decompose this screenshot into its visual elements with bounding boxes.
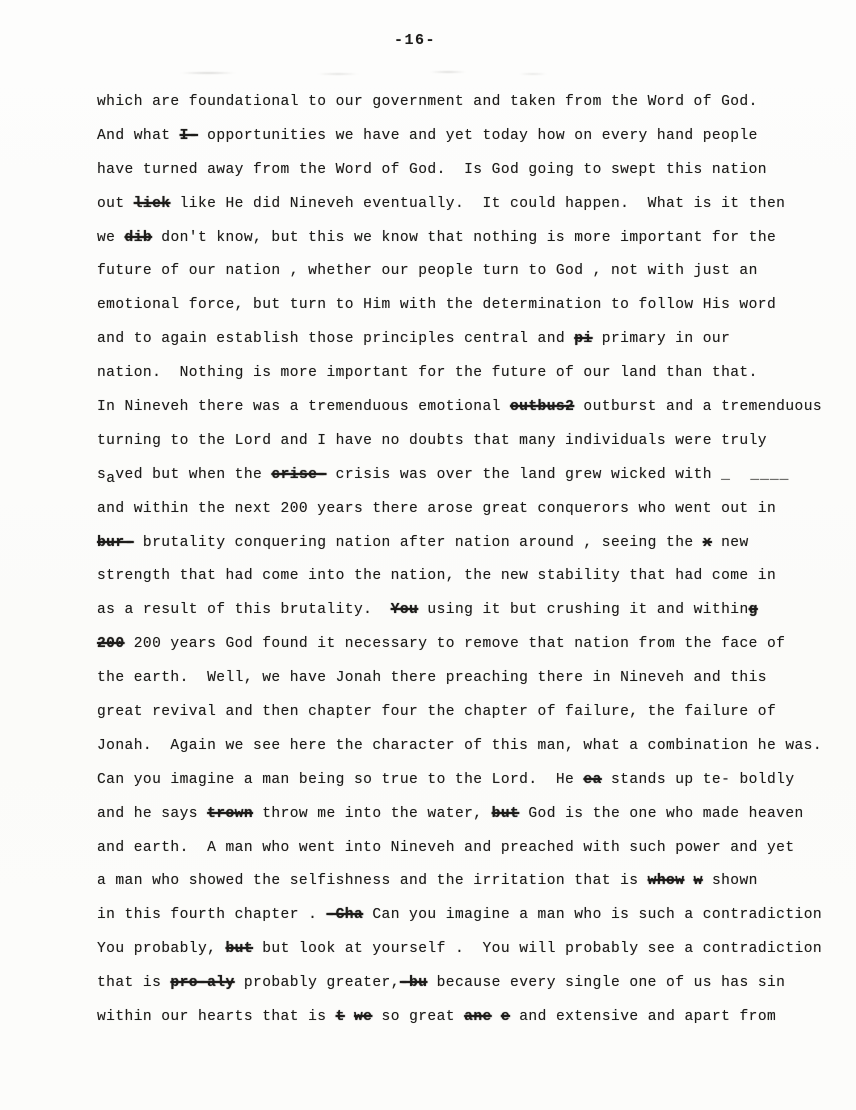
struck-text: outbus2 bbox=[510, 399, 575, 416]
text-segment: using it but crushing it and within bbox=[418, 602, 749, 619]
text-segment: 200 years God found it necessary to remove that nation from the face of bbox=[124, 636, 786, 653]
struck-text: t bbox=[335, 1009, 345, 1026]
typewritten-body bbox=[97, 86, 823, 1035]
text-segment: have turned away from the Word of God. Is God going to swept this nation bbox=[97, 161, 767, 178]
struck-text: g bbox=[748, 602, 758, 619]
text-line bbox=[97, 527, 817, 561]
text-segment: God is the one who made heaven bbox=[519, 805, 804, 822]
scan-smudge bbox=[118, 68, 548, 78]
text-segment: And what bbox=[97, 127, 180, 144]
struck-text: bur- bbox=[97, 534, 134, 551]
text-segment: and earth. A man who went into Nineveh and preached with such power and yet bbox=[97, 839, 795, 856]
subscript-text: a bbox=[106, 470, 116, 487]
text-segment: future of our nation , whether our people turn to God , not with just an bbox=[97, 263, 758, 280]
text-segment: a man who showed the selfishness and the irritation that is bbox=[97, 873, 648, 890]
text-segment: because every single one of us has sin bbox=[427, 975, 786, 992]
text-segment: that is bbox=[97, 975, 171, 992]
text-line bbox=[97, 865, 817, 899]
text-segment: and he says bbox=[97, 805, 208, 822]
struck-text: but bbox=[491, 805, 520, 822]
text-segment: like He did Nineveh eventually. It could happen. What is it then bbox=[170, 195, 786, 212]
struck-text: -Cha bbox=[326, 907, 364, 924]
text-segment: primary in our bbox=[592, 331, 731, 348]
text-segment: in this fourth chapter . bbox=[97, 907, 327, 924]
text-segment bbox=[492, 1009, 501, 1025]
text-line bbox=[97, 255, 817, 289]
text-segment: and to again establish those principles central and bbox=[97, 331, 575, 348]
struck-text: we bbox=[354, 1009, 373, 1026]
text-line bbox=[97, 357, 817, 391]
text-line bbox=[97, 967, 817, 1001]
text-segment: probably greater, bbox=[234, 975, 400, 992]
page-number: -16- bbox=[393, 32, 436, 49]
text-segment: great revival and then chapter four the chapter of failure, the failure of bbox=[97, 704, 777, 721]
text-segment: out bbox=[97, 195, 134, 212]
struck-text: e bbox=[500, 1009, 511, 1026]
struck-text: 200 bbox=[97, 636, 125, 653]
struck-text: pro-aly bbox=[170, 975, 235, 992]
text-segment bbox=[684, 873, 693, 889]
text-line bbox=[97, 425, 817, 459]
text-segment: don't know, but this we know that nothing is more important for the bbox=[152, 229, 777, 246]
text-segment: and extensive and apart from bbox=[510, 1009, 777, 1026]
text-segment: but look at yourself . You will probably see a contradiction bbox=[253, 941, 823, 958]
struck-text: ea bbox=[583, 771, 602, 788]
struck-text: ane bbox=[464, 1009, 492, 1026]
struck-text: dib bbox=[124, 229, 153, 246]
text-segment: which are foundational to our government and taken from the Word of God. bbox=[97, 94, 758, 110]
text-segment: within our hearts that is bbox=[97, 1009, 336, 1026]
text-line bbox=[97, 222, 817, 256]
struck-text: x bbox=[702, 534, 712, 551]
struck-text: trown bbox=[207, 805, 254, 822]
text-line bbox=[97, 933, 823, 967]
text-line bbox=[97, 120, 817, 154]
text-line bbox=[97, 86, 817, 120]
text-segment: You probably, bbox=[97, 941, 226, 958]
text-line bbox=[97, 730, 823, 764]
text-segment: crisis was over the land grew wicked with bbox=[326, 466, 722, 483]
text-segment: Can you imagine a man being so true to the Lord. He bbox=[97, 771, 584, 788]
text-line bbox=[97, 391, 823, 425]
text-line bbox=[97, 662, 817, 696]
text-segment: as a result of this brutality. bbox=[97, 602, 391, 619]
text-segment: new bbox=[711, 534, 749, 551]
text-segment: throw me into the water, bbox=[253, 805, 492, 822]
text-line bbox=[97, 323, 817, 357]
struck-text: pi bbox=[574, 331, 593, 348]
text-segment: stands up te- boldly bbox=[601, 771, 795, 788]
text-segment: outburst and a tremenduous bbox=[574, 399, 823, 416]
text-segment: opportunities we have and yet today how on every hand people bbox=[197, 127, 758, 144]
text-segment: and within the next 200 years there arose great conquerors who went out in bbox=[97, 500, 777, 517]
text-segment: turning to the Lord and I have no doubts that many individuals were truly bbox=[97, 432, 767, 449]
struck-text: whow bbox=[647, 873, 685, 890]
text-line bbox=[97, 628, 817, 662]
text-line bbox=[97, 289, 817, 323]
struck-text: crise- bbox=[271, 466, 327, 483]
text-segment: ved but when the bbox=[115, 466, 272, 483]
text-line bbox=[97, 594, 817, 628]
text-line bbox=[97, 1001, 817, 1035]
text-line bbox=[97, 832, 817, 866]
struck-text: but bbox=[225, 941, 254, 958]
text-line bbox=[97, 154, 817, 188]
text-segment: s bbox=[97, 466, 107, 483]
text-segment: brutality conquering nation after nation around , seeing the bbox=[133, 534, 703, 551]
text-segment: emotional force, but turn to Him with the determination to follow His word bbox=[97, 297, 777, 314]
text-segment: Can you imagine a man who is such a contradiction bbox=[363, 907, 823, 924]
struck-text: You bbox=[390, 602, 419, 619]
text-segment: shown bbox=[702, 873, 758, 890]
text-line bbox=[97, 459, 817, 493]
text-segment: strength that had come into the nation, the new stability that had come in bbox=[97, 568, 777, 585]
struck-text: I- bbox=[179, 127, 198, 144]
text-line bbox=[97, 764, 817, 798]
text-line bbox=[97, 560, 817, 594]
text-line bbox=[97, 899, 823, 933]
text-segment: nation. Nothing is more important for the future of our land than that. bbox=[97, 365, 758, 382]
struck-text: -bu bbox=[399, 975, 428, 992]
text-line bbox=[97, 696, 817, 730]
text-segment bbox=[345, 1009, 354, 1025]
text-segment: Jonah. Again we see here the character of this man, what a combination he was. bbox=[97, 737, 823, 754]
struck-text: w bbox=[693, 873, 703, 890]
text-line bbox=[97, 798, 817, 832]
text-segment: we bbox=[97, 229, 125, 246]
text-segment: the earth. Well, we have Jonah there preaching there in Nineveh and this bbox=[97, 670, 767, 687]
text-segment: In Nineveh there was a tremenduous emotional bbox=[97, 399, 510, 416]
blank-underscore: _ ____ bbox=[721, 466, 790, 483]
struck-text: liek bbox=[133, 195, 171, 212]
text-line bbox=[97, 493, 817, 527]
text-segment: so great bbox=[372, 1009, 465, 1026]
text-line bbox=[97, 188, 817, 222]
